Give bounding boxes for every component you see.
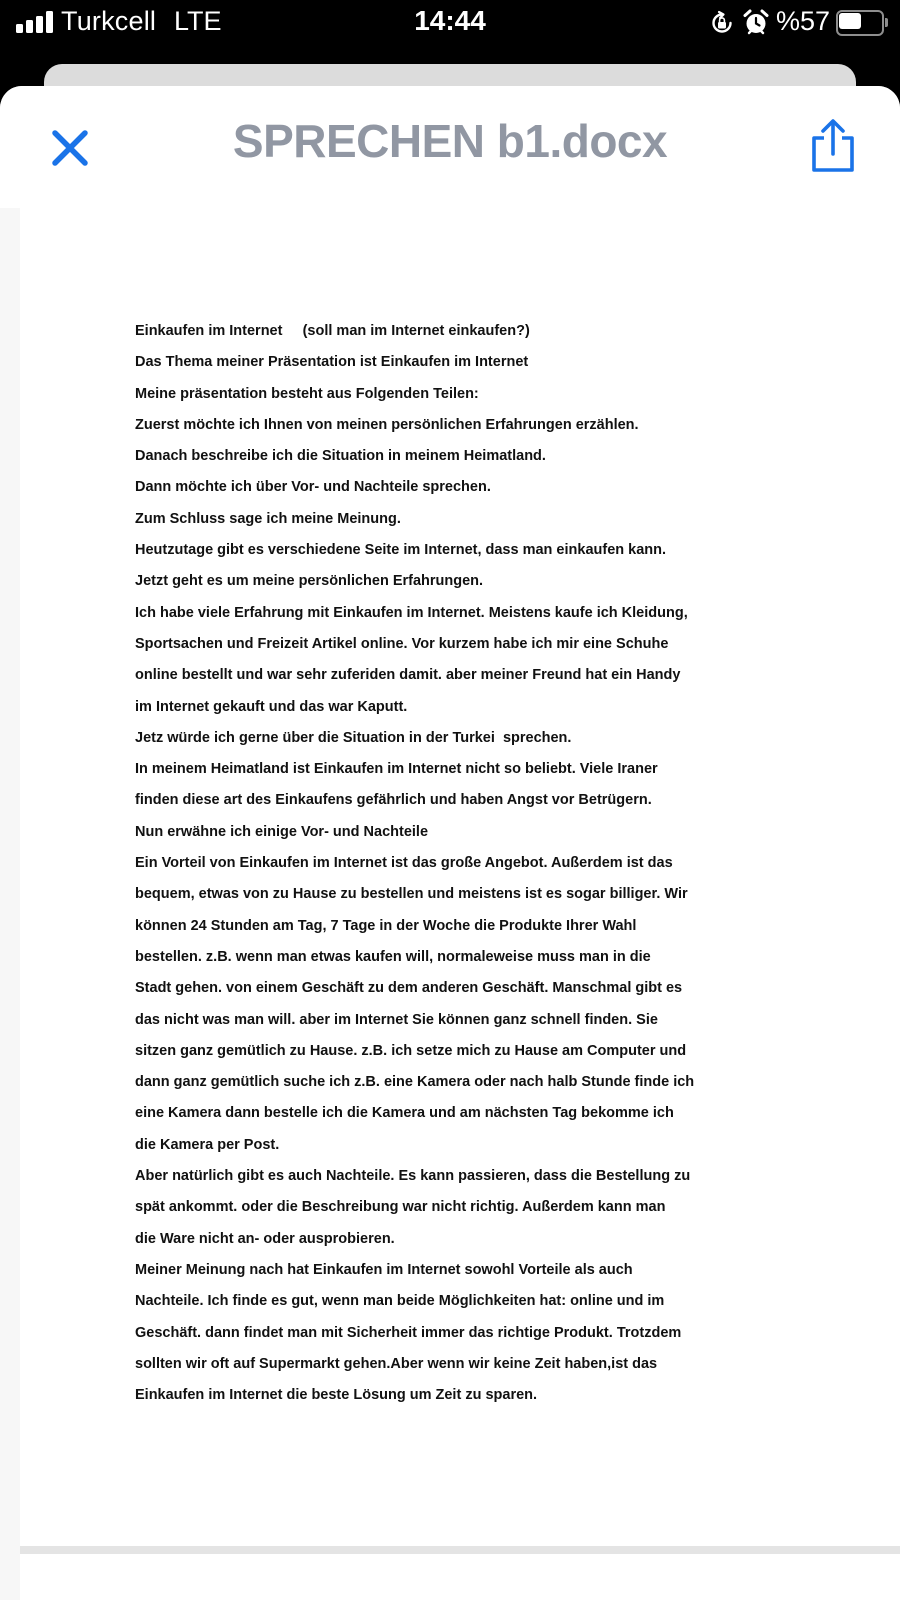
document-line: Danach beschreibe ich die Situation in meinem Heimatland. xyxy=(135,448,546,465)
document-line: Zum Schluss sage ich meine Meinung. xyxy=(135,510,401,527)
document-line: Dann möchte ich über Vor- und Nachteile sprechen. xyxy=(135,479,491,496)
battery-icon xyxy=(836,10,888,36)
document-line: Einkaufen im Internet (soll man im Internet einkaufen?) xyxy=(135,323,530,339)
share-icon[interactable] xyxy=(808,118,858,174)
document-page xyxy=(20,208,900,1546)
document-line: Jetzt geht es um meine persönlichen Erfahrungen. xyxy=(135,573,484,590)
document-title: SPRECHEN b1.docx xyxy=(232,115,668,167)
alarm-icon xyxy=(742,8,770,36)
document-line: sitzen ganz gemütlich zu Hause. z.B. ich setze mich zu Hause am Computer und xyxy=(135,1042,687,1059)
document-viewer-sheet xyxy=(0,86,900,1600)
viewer-header xyxy=(0,86,900,208)
document-line: Heutzutage gibt es verschiedene Seite im Internet, dass man einkaufen kann. xyxy=(135,542,667,559)
document-line: finden diese art des Einkaufens gefährlich und haben Angst vor Betrügern. xyxy=(135,792,652,809)
document-line: Geschäft. dann findet man mit Sicherheit immer das richtige Produkt. Trotzdem xyxy=(135,1324,682,1341)
document-line: die Kamera per Post. xyxy=(135,1136,280,1153)
document-line: das nicht was man will. aber im Internet Sie können ganz schnell finden. Sie xyxy=(135,1011,658,1028)
document-line: Das Thema meiner Präsentation ist Einkaufen im Internet xyxy=(135,354,529,371)
document-scroll-area[interactable] xyxy=(0,208,900,1600)
document-line: die Ware nicht an- oder ausprobieren. xyxy=(135,1230,395,1247)
document-line: Aber natürlich gibt es auch Nachteile. Es kann passieren, dass die Bestellung zu xyxy=(135,1168,691,1185)
document-line: spät ankommt. oder die Beschreibung war nicht richtig. Außerdem kann man xyxy=(135,1199,666,1216)
page-divider xyxy=(20,1546,900,1554)
network-type: LTE xyxy=(174,6,222,36)
document-line: Nun erwähne ich einige Vor- und Nachteile xyxy=(135,823,429,840)
document-line: bequem, etwas von zu Hause zu bestellen und meistens ist es sogar billiger. Wir xyxy=(135,886,688,903)
document-line: Zuerst möchte ich Ihnen von meinen persönlichen Erfahrungen erzählen. xyxy=(135,416,639,433)
document-line: online bestellt und war sehr zuferiden damit. aber meiner Freund hat ein Handy xyxy=(135,667,681,684)
document-line: im Internet gekauft und das war Kaputt. xyxy=(135,698,408,715)
document-line: Meine präsentation besteht aus Folgenden Teilen: xyxy=(135,385,479,402)
carrier-name: Turkcell xyxy=(61,6,157,36)
document-line: Nachteile. Ich finde es gut, wenn man beide Möglichkeiten hat: online und im xyxy=(135,1293,665,1310)
status-time: 14:44 xyxy=(414,5,486,36)
document-line: Sportsachen und Freizeit Artikel online. Vor kurzem habe ich mir eine Schuhe xyxy=(135,635,669,652)
document-line: Stadt gehen. von einem Geschäft zu dem anderen Geschäft. Manschmal gibt es xyxy=(135,980,683,997)
document-line: Ich habe viele Erfahrung mit Einkaufen im Internet. Meistens kaufe ich Kleidung, xyxy=(135,604,688,621)
document-line: Jetz würde ich gerne über die Situation in der Turkei sprechen. xyxy=(135,729,572,746)
document-line: Einkaufen im Internet die beste Lösung um Zeit zu sparen. xyxy=(135,1387,538,1404)
document-line: dann ganz gemütlich suche ich z.B. eine Kamera oder nach halb Stunde finde ich xyxy=(135,1074,695,1091)
document-line: sollten wir oft auf Supermarkt gehen.Aber wenn wir keine Zeit haben,ist das xyxy=(135,1355,658,1372)
document-line: In meinem Heimatland ist Einkaufen im Internet nicht so beliebt. Viele Iraner xyxy=(135,761,658,778)
orientation-lock-icon xyxy=(709,10,735,36)
document-line: eine Kamera dann bestelle ich die Kamera und am nächsten Tag bekomme ich xyxy=(135,1105,674,1122)
document-line: können 24 Stunden am Tag, 7 Tage in der Woche die Produkte Ihrer Wahl xyxy=(135,917,637,934)
document-line: bestellen. z.B. wenn man etwas kaufen will, normaleweise muss man in die xyxy=(135,948,651,965)
status-bar xyxy=(0,0,900,46)
battery-percentage: %57 xyxy=(776,6,831,36)
battery-level-fill xyxy=(839,13,861,29)
document-line: Meiner Meinung nach hat Einkaufen im Internet sowohl Vorteile als auch xyxy=(135,1261,633,1278)
document-line: Ein Vorteil von Einkaufen im Internet ist das große Angebot. Außerdem ist das xyxy=(135,855,673,872)
document-body xyxy=(135,316,755,1411)
next-page xyxy=(20,1554,900,1600)
